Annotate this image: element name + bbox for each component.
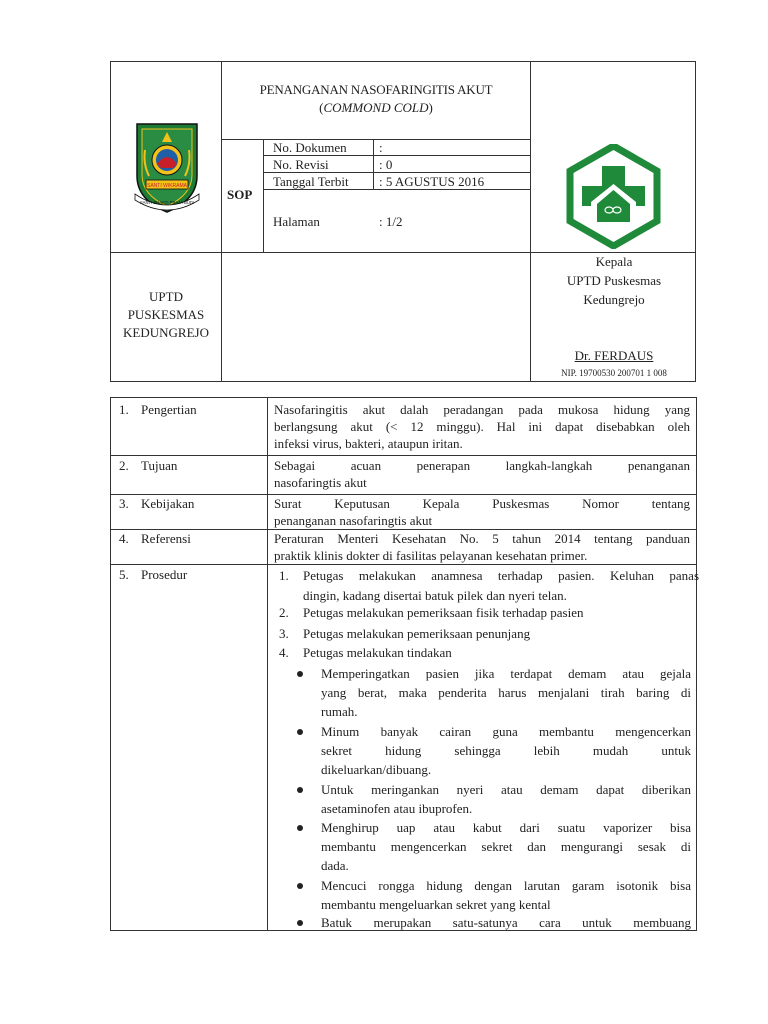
procedure-step: 3. Petugas melakukan pemeriksaan penunjang (279, 626, 531, 641)
row-number: 2. (119, 458, 129, 473)
sop-content-table (110, 397, 697, 931)
row-label-tujuan: Tujuan (141, 458, 178, 473)
emblem-ribbon-text: SANTI WIKRAMA (146, 183, 188, 189)
emblem-motto-text: SANTI BHAKTI PRAJA BUDI (139, 200, 195, 205)
row-label-prosedur: Prosedur (141, 567, 188, 582)
row-number: 3. (119, 496, 129, 511)
bullet-icon (297, 671, 303, 677)
meta-label-revision: No. Revisi (273, 157, 329, 172)
approver-name: Dr. FERDAUS (574, 348, 654, 363)
procedure-bullet: Memperingatkan pasien jika terdapat demam atau gejala yang berat, maka penderita harus menjalani tirah baring di rumah. (297, 664, 691, 724)
row-text-referensi: Peraturan Menteri Kesehatan No. 5 tahun 2014 tentang panduan praktik klinis dokter di fasilitas pelayanan kesehatan primer. (274, 531, 690, 563)
bullet-icon (297, 729, 303, 735)
procedure-step: 2. Petugas melakukan pemeriksaan fisik terhadap pasien (279, 605, 584, 620)
procedure-bullet: Menghirup uap atau kabut dari suatu vaporizer bisa membantu mengencerkan sekret dan mengurangi sesak di dada. (297, 818, 691, 878)
meta-label-page: Halaman (273, 214, 320, 229)
divider (267, 398, 268, 930)
row-label-kebijakan: Kebijakan (141, 496, 195, 511)
row-number: 5. (119, 567, 129, 582)
row-label-referensi: Referensi (141, 531, 191, 546)
bullet-icon (297, 920, 303, 926)
bullet-icon (297, 787, 303, 793)
procedure-bullet: Untuk meringankan nyeri atau demam dapat diberikan asetaminofen atau ibuprofen. (297, 780, 691, 820)
unit-name: UPTD PUSKESMAS KEDUNGREJO (123, 289, 209, 340)
meta-value-issue-date: : 5 AGUSTUS 2016 (379, 174, 485, 189)
procedure-step: 1. Petugas melakukan anamnesa terhadap pasien. Keluhan panas dingin, kadang disertai batuk pilek dan nyeri telan. (279, 568, 699, 603)
divider (373, 139, 374, 189)
meta-value-revision: : 0 (379, 157, 393, 172)
procedure-step: 4. Petugas melakukan tindakan (279, 645, 452, 660)
sop-header-table (110, 61, 696, 382)
divider (221, 139, 530, 140)
puskesmas-logo (566, 144, 661, 249)
row-text-tujuan: Sebagai acuan penerapan langkah-langkah penanganan nasofaringtis akut (274, 458, 690, 490)
meta-value-document-number: : (379, 140, 383, 155)
approver-title: Kepala UPTD Puskesmas Kedungrejo (566, 254, 662, 307)
sop-label: SOP (227, 187, 253, 202)
approver-nip: NIP. 19700530 200701 1 008 (561, 368, 667, 378)
meta-label-issue-date: Tanggal Terbit (273, 174, 349, 189)
divider (111, 455, 696, 456)
row-text-kebijakan: Surat Keputusan Kepala Puskesmas Nomor tentang penanganan nasofaringtis akut (274, 496, 690, 528)
divider (111, 564, 696, 565)
procedure-bullet: Batuk merupakan satu-satunya cara untuk membuang (297, 913, 691, 932)
procedure-bullet: Minum banyak cairan guna membantu mengencerkan sekret hidung sehingga lebih mudah untuk dikeluarkan/dibuang. (297, 722, 691, 782)
row-number: 1. (119, 402, 129, 417)
meta-value-page: : 1/2 (379, 214, 403, 229)
row-number: 4. (119, 531, 129, 546)
bullet-icon (297, 883, 303, 889)
meta-label-document-number: No. Dokumen (273, 140, 347, 155)
bullet-icon (297, 825, 303, 831)
document-subtitle: (COMMOND COLD) (319, 100, 433, 115)
row-text-pengertian: Nasofaringitis akut dalah peradangan pada mukosa hidung yang berlangsung akut (< 12 minggu). Hal ini dapat disebabkan oleh infeksi virus, bakteri, ataupun iritan. (274, 402, 690, 451)
procedure-bullet: Mencuci rongga hidung dengan larutan garam isotonik bisa membantu mengeluarkan sekret yang kental (297, 876, 691, 916)
document-title: PENANGANAN NASOFARINGITIS AKUT (259, 82, 493, 97)
row-label-pengertian: Pengertian (141, 402, 197, 417)
regency-emblem-logo (131, 120, 203, 216)
